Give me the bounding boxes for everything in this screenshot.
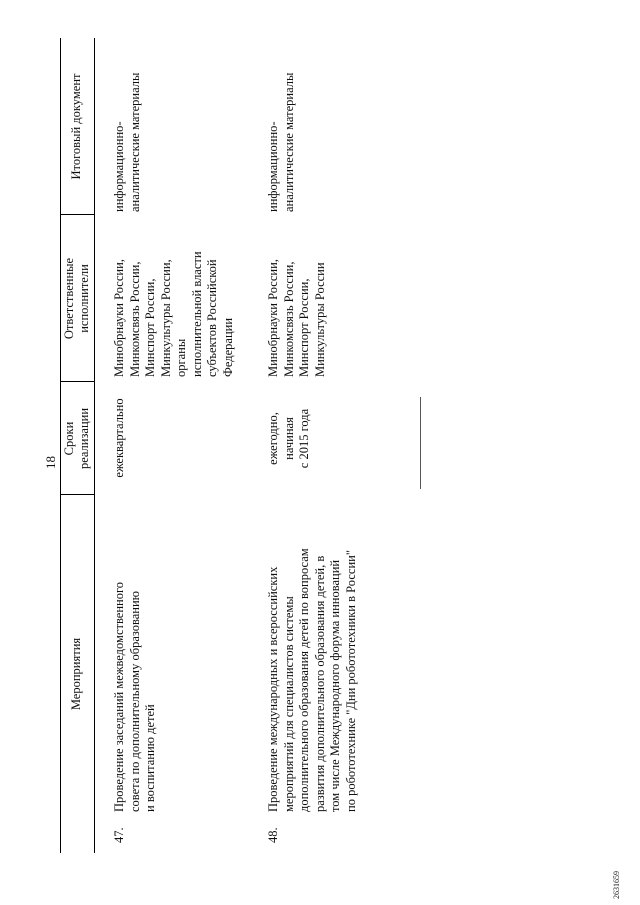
header-responsible: Ответственные исполнители [62, 257, 91, 340]
header-bottom-border [94, 38, 95, 853]
row-activity: Проведение международных и всероссийских мероприятий для специалистов системы дополнительного образования детей по вопросам развития дополнительного образования детей, в том числе Международного форума инноваций по робототехнике "Дни робототехники в России" [266, 548, 358, 812]
row-term: ежегодно, начиная с 2015 года [266, 408, 311, 469]
footer-separator [420, 397, 421, 489]
row-number: 48. [266, 827, 280, 843]
header-final-doc: Итоговый документ [69, 73, 83, 180]
row-final-doc: информационно- аналитические материалы [112, 72, 142, 212]
row-responsible: Минобрнауки России, Минкомсвязь России, Минспорт России, Минкультуры России, органы исполнительной власти субъектов Российской Федерации [112, 251, 235, 377]
table-top-border [60, 38, 61, 853]
row-final-doc: информационно- аналитические материалы [266, 72, 296, 212]
header-terms: Сроки реализации [62, 407, 91, 470]
row-activity: Проведение заседаний межведомственного совета по дополнительному образованию и воспитанию детей [112, 581, 157, 812]
header-activities: Мероприятия [69, 637, 83, 711]
page-number: 18 [43, 456, 58, 469]
row-number: 47. [112, 827, 126, 843]
document-code: 2631659 [612, 871, 621, 899]
row-term: ежеквартально [112, 398, 126, 478]
row-responsible: Минобрнауки России, Минкомсвязь России, Минспорт России, Минкультуры России [266, 259, 327, 377]
